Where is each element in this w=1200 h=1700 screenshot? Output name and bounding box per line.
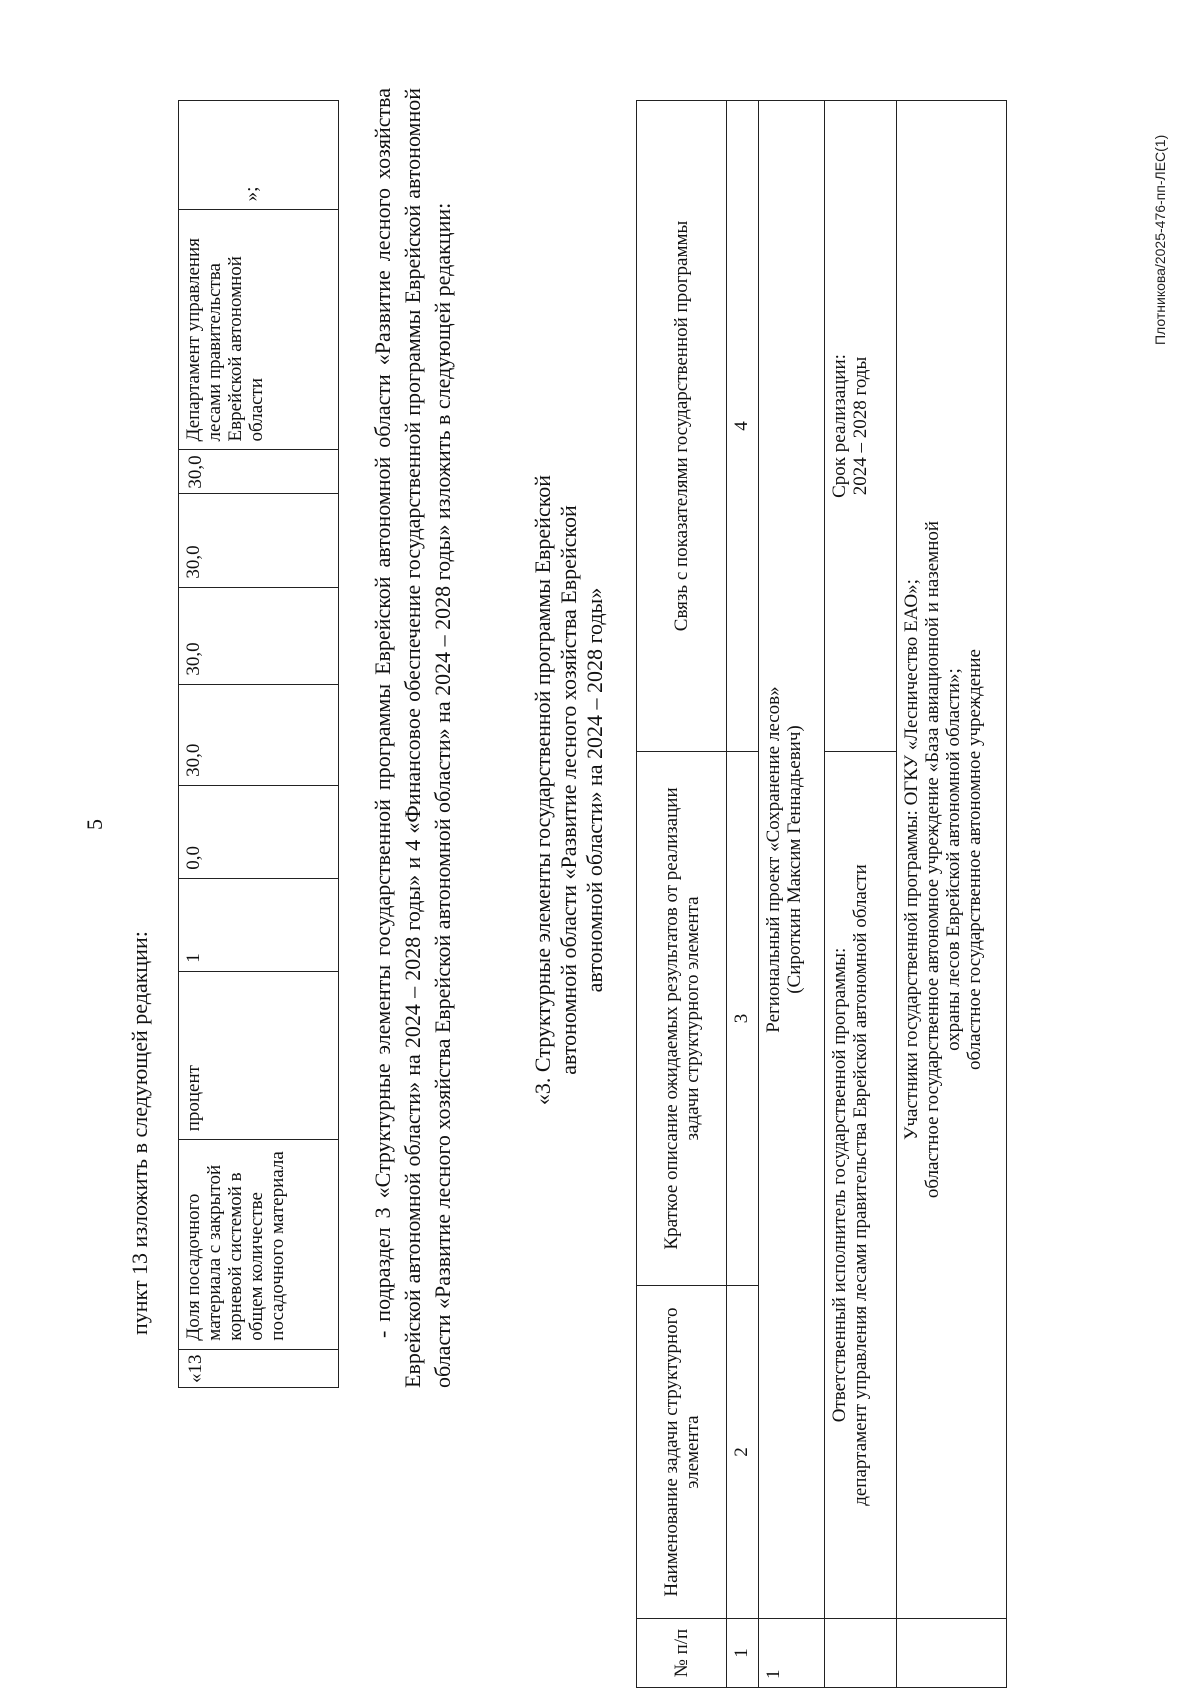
term-label: Срок реализации: xyxy=(829,354,850,498)
section-heading xyxy=(530,340,608,1240)
header-cell: Связь с показателями государственной программы xyxy=(637,101,727,752)
executor-label: Ответственный исполнитель государственной программы: xyxy=(829,947,850,1423)
table-header-row xyxy=(637,101,727,1688)
document-footer: Плотникова/2025-476-пп-ЛЕС(1) xyxy=(1152,134,1168,345)
empty-cell xyxy=(897,1619,1007,1688)
empty-cell xyxy=(825,1619,897,1688)
value-cell: 30,0 xyxy=(179,493,339,587)
row-number: 1 xyxy=(759,1619,825,1688)
project-cell xyxy=(759,101,825,1619)
body-paragraph: - подраздел 3 «Структурные элементы государственной программы Еврейской автономной области «Развитие лесного хозяйства Еврейской автономной области» на 2024 – 2028 годы» и 4 «Финансовое обеспечение государственной программы Еврейской автономной области «Развитие лесного хозяйства Еврейской автономной области» на 2024 – 2028 годы» изложить в следующей редакции: xyxy=(370,88,455,1388)
table-row xyxy=(897,101,1007,1688)
structural-elements-table xyxy=(636,100,1007,1688)
header-cell: Наименование задачи структурного элемента xyxy=(637,1286,727,1619)
value-cell: 30,0 xyxy=(179,450,339,493)
number-cell: 4 xyxy=(727,101,759,752)
executor-cell xyxy=(825,751,897,1618)
value-cell: 0,0 xyxy=(179,785,339,878)
participants-line: Участники государственной программы: ОГКУ «Лесничество ЕАО»; xyxy=(901,579,922,1140)
value-cell: 30,0 xyxy=(179,587,339,684)
header-cell: Краткое описание ожидаемых результатов от реализации задачи структурного элемента xyxy=(637,751,727,1285)
project-curator: (Сироткин Максим Геннадьевич) xyxy=(784,725,805,994)
table-row xyxy=(759,101,825,1688)
participants-line: областное государственное автономное учреждение «База авиационной и наземной xyxy=(922,520,943,1199)
page-number: 5 xyxy=(82,819,107,830)
responsible-cell: Департамент управления лесами правительства Еврейской автономной области xyxy=(179,210,339,450)
table-number-row xyxy=(727,101,759,1688)
participants-line: областное государственное автономное учреждение xyxy=(964,649,985,1071)
table-row xyxy=(179,101,339,1388)
number-cell: 2 xyxy=(727,1286,759,1619)
closing-quote: »; xyxy=(179,101,339,210)
project-title: Региональный проект «Сохранение лесов» xyxy=(763,686,784,1033)
term-value: 2024 – 2028 годы xyxy=(850,356,871,496)
heading-line: «3. Структурные элементы государственной программы Еврейской xyxy=(530,474,555,1106)
value-cell: 1 xyxy=(179,878,339,971)
participants-cell xyxy=(897,101,1007,1619)
participants-line: охраны лесов Еврейской автономной области»; xyxy=(943,668,964,1051)
indicator-table xyxy=(178,100,339,1388)
heading-line: автономной области «Развитие лесного хозяйства Еврейской xyxy=(556,505,581,1075)
table-row xyxy=(825,101,897,1688)
number-cell: 1 xyxy=(727,1619,759,1688)
term-cell xyxy=(825,101,897,752)
number-cell: 3 xyxy=(727,751,759,1285)
unit-cell: процент xyxy=(179,971,339,1140)
executor-name: департамент управления лесами правительства Еврейской автономной области xyxy=(850,864,871,1506)
intro-text: пункт 13 изложить в следующей редакции: xyxy=(127,931,152,1335)
header-cell: № п/п xyxy=(637,1619,727,1688)
value-cell: 30,0 xyxy=(179,684,339,785)
heading-line: автономной области» на 2024 – 2028 годы» xyxy=(582,587,607,993)
indicator-name: Доля посадочного материала с закрытой корневой системой в общем количестве посадочного материала xyxy=(179,1140,339,1349)
row-number: «13 xyxy=(179,1349,339,1387)
